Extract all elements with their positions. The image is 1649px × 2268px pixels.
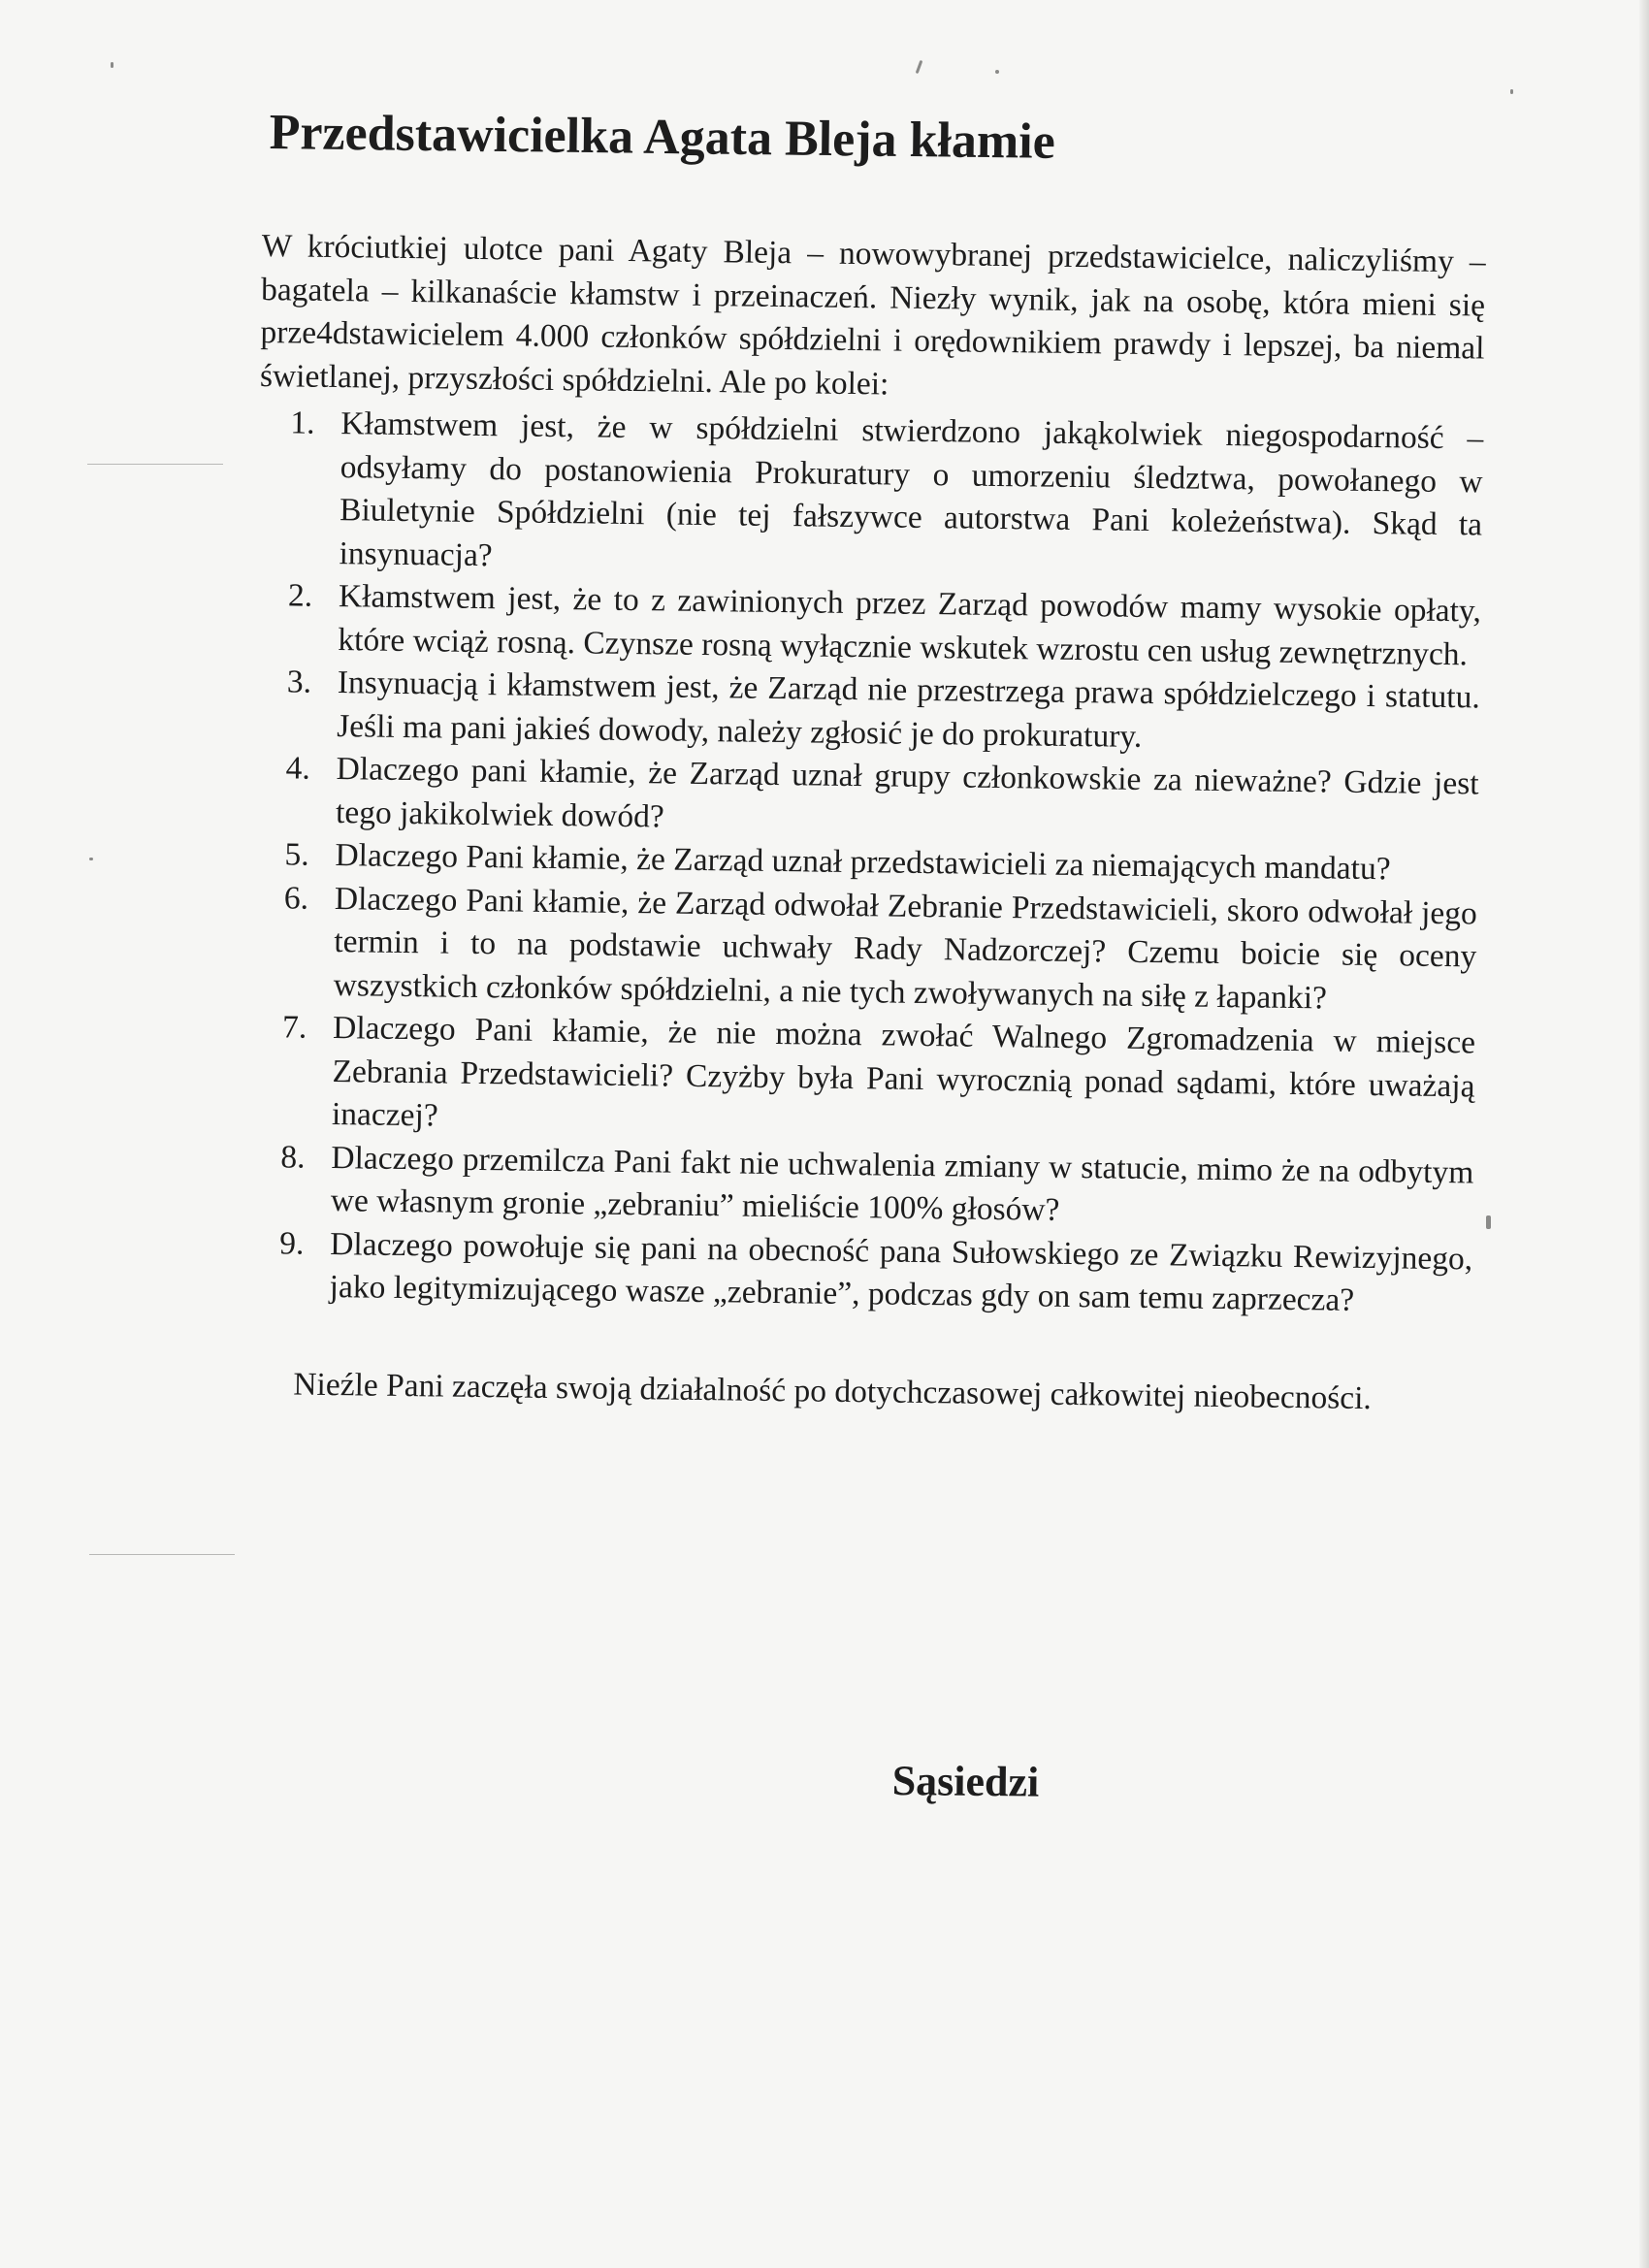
list-item-text: Dlaczego Pani kłamie, że Zarząd uznał przedstawicieli za niemających mandatu?: [335, 837, 1391, 888]
list-item-text: Kłamstwem jest, że w spółdzielni stwierdzono jakąkolwiek niegospodarność – odsyłamy do postanowienia Prokuratury o umorzeniu śledztwa, powołanego w Biuletynie Spółdzielni (nie tej fałszywce autorstwa Pani koleżeństwa). Skąd ta insynuacja?: [339, 405, 1484, 573]
list-item: [283, 878, 1478, 1022]
scan-line: [87, 464, 223, 465]
list-item: [279, 1223, 1473, 1324]
list-item-text: Dlaczego pani kłamie, że Zarząd uznał grupy członkowskie za nieważne? Gdzie jest tego jakikolwiek dowód?: [335, 751, 1479, 834]
list-item-number: 8.: [280, 1138, 306, 1176]
list-item: [290, 403, 1484, 590]
list-item-number: 1.: [290, 405, 315, 441]
list-item-number: 3.: [286, 664, 312, 700]
scan-speck: [1510, 89, 1513, 94]
list-item: [286, 662, 1480, 762]
list-item-number: 9.: [279, 1224, 305, 1262]
list-item-text: Dlaczego powołuje się pani na obecność pana Sułowskiego ze Związku Rewizyjnego, jako legitymizującego wasze „zebranie”, podczas gdy on sam temu zaprzecza?: [329, 1225, 1473, 1318]
list-item: [285, 748, 1479, 849]
scan-speck: [89, 858, 93, 860]
document-body: [246, 225, 1486, 1421]
list-item-text: Insynuacją i kłamstwem jest, że Zarząd nie przestrzega prawa spółdzielczego i statutu. Jeśli ma pani jakieś dowody, należy zgłosić je do prokuratury.: [337, 664, 1480, 755]
list-item-number: 2.: [287, 577, 313, 614]
list-item: [280, 1137, 1474, 1238]
list-item-text: Dlaczego Pani kłamie, że nie można zwołać Walnego Zgromadzenia w miejsce Zebrania Przedstawicieli? Czyżby była Pani wyrocznią ponad sądami, które uważają inaczej?: [331, 1010, 1476, 1134]
scan-speck: [1486, 1215, 1491, 1229]
scan-edge: [1639, 0, 1649, 2268]
intro-paragraph: W króciutkiej ulotce pani Agaty Bleja – nowowybranej przedstawicielce, naliczyliśmy – bagatela – kilkanaście kłamstw i przeinaczeń. Niezły wynik, jak na osobę, która mieni się prze4dstawicielem 4.000 członków spółdzielni i orędownikiem prawdy i lepszej, ba niemal świetlanej, przyszłości spółdzielni. Ale po kolei:: [259, 227, 1486, 402]
list-item-number: 4.: [285, 750, 311, 787]
scan-speck: [111, 62, 113, 68]
scan-line: [89, 1554, 235, 1555]
list-item-text: Dlaczego przemilcza Pani fakt nie uchwalenia zmiany w statucie, mimo że na odbytym we własnym gronie „zebraniu” mieliście 100% głosów?: [330, 1139, 1474, 1228]
signature: Sąsiedzi: [891, 1757, 1040, 1806]
document-title: Przedstawicielka Agata Bleja kłamie: [269, 105, 1056, 170]
scan-speck: [916, 60, 923, 74]
list-item-number: 6.: [283, 879, 309, 917]
claims-list: [247, 402, 1483, 1324]
list-item-number: 7.: [281, 1009, 307, 1046]
list-item-text: Kłamstwem jest, że to z zawinionych przez Zarząd powodów mamy wysokie opłaty, które wciąż rosną. Czynsze rosną wyłącznie wskutek wzrostu cen usług zewnętrznych.: [338, 578, 1482, 672]
list-item: [281, 1007, 1476, 1151]
closing-paragraph: Nieźle Pani zaczęła swoją działalność po dotychczasowej całkowitej nieobecności.: [293, 1366, 1373, 1416]
list-item-number: 5.: [284, 836, 309, 873]
list-item-text: Dlaczego Pani kłamie, że Zarząd odwołał Zebranie Przedstawicieli, skoro odwołał jego termin i to na podstawie uchwały Rady Nadzorczej? Czemu boicie się oceny wszystkich członków spółdzielni, a nie tych zwoływanych na siłę z łapanki?: [333, 880, 1478, 1016]
list-item: [287, 575, 1482, 676]
scan-speck: [995, 70, 999, 74]
